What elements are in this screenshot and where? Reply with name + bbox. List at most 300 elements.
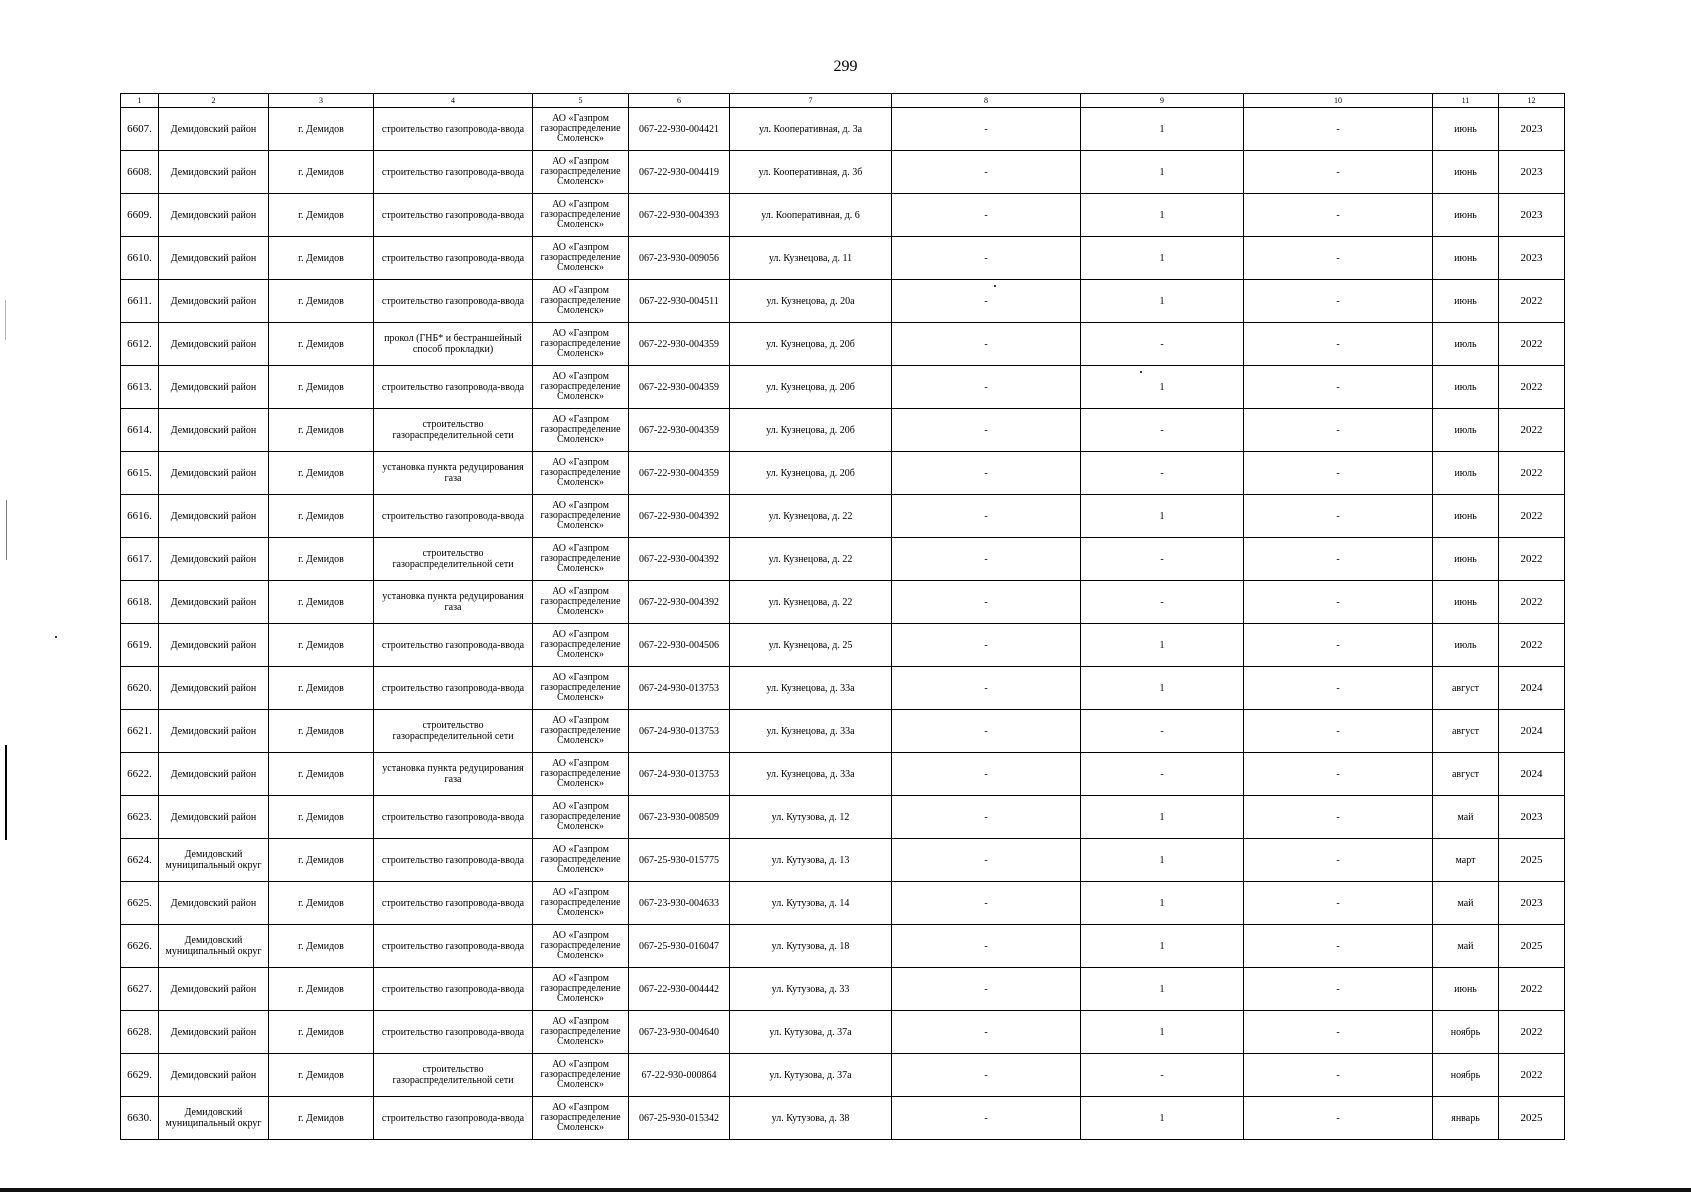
row-number: 6629. [121, 1054, 159, 1097]
address-cell: ул. Кузнецова, д. 33а [730, 710, 892, 753]
locality-cell: г. Демидов [269, 194, 374, 237]
col8-cell: - [892, 882, 1081, 925]
district-cell: Демидовский район [159, 624, 269, 667]
row-number: 6607. [121, 108, 159, 151]
row-number: 6620. [121, 667, 159, 710]
address-cell: ул. Кутузова, д. 14 [730, 882, 892, 925]
col9-cell: 1 [1081, 925, 1244, 968]
district-cell: Демидовский район [159, 1011, 269, 1054]
col9-cell: 1 [1081, 1097, 1244, 1140]
year-cell: 2024 [1499, 710, 1565, 753]
permit-code-cell: 067-22-930-004392 [629, 581, 730, 624]
year-cell: 2023 [1499, 108, 1565, 151]
owner-cell: АО «Газпром газораспределение Смоленск» [533, 581, 629, 624]
permit-code-cell: 067-25-930-015342 [629, 1097, 730, 1140]
locality-cell: г. Демидов [269, 753, 374, 796]
table-row [121, 882, 1565, 925]
permit-code-cell: 067-22-930-004359 [629, 323, 730, 366]
permit-code-cell: 067-23-930-009056 [629, 237, 730, 280]
locality-cell: г. Демидов [269, 409, 374, 452]
district-cell: Демидовский район [159, 710, 269, 753]
month-cell: июль [1433, 323, 1499, 366]
row-number: 6628. [121, 1011, 159, 1054]
district-cell: Демидовский район [159, 495, 269, 538]
year-cell: 2022 [1499, 366, 1565, 409]
address-cell: ул. Кутузова, д. 37а [730, 1011, 892, 1054]
work-type-cell: строительство газопровода-ввода [374, 1011, 533, 1054]
row-number: 6610. [121, 237, 159, 280]
month-cell: июль [1433, 452, 1499, 495]
locality-cell: г. Демидов [269, 710, 374, 753]
year-cell: 2022 [1499, 1054, 1565, 1097]
col8-cell: - [892, 1097, 1081, 1140]
table-row [121, 1097, 1565, 1140]
register-table-wrapper [120, 93, 1565, 1140]
row-number: 6615. [121, 452, 159, 495]
col8-cell: - [892, 581, 1081, 624]
table-row [121, 194, 1565, 237]
col10-cell: - [1244, 624, 1433, 667]
row-number: 6623. [121, 796, 159, 839]
col8-cell: - [892, 409, 1081, 452]
col8-cell: - [892, 237, 1081, 280]
col10-cell: - [1244, 753, 1433, 796]
header-col-8: 8 [892, 94, 1081, 108]
table-row [121, 968, 1565, 1011]
table-row [121, 710, 1565, 753]
district-cell: Демидовский муниципальный округ [159, 1097, 269, 1140]
address-cell: ул. Кузнецова, д. 25 [730, 624, 892, 667]
year-cell: 2023 [1499, 151, 1565, 194]
col10-cell: - [1244, 710, 1433, 753]
month-cell: август [1433, 710, 1499, 753]
table-header [121, 94, 1565, 108]
owner-cell: АО «Газпром газораспределение Смоленск» [533, 108, 629, 151]
work-type-cell: установка пункта редуцирования газа [374, 581, 533, 624]
month-cell: июнь [1433, 108, 1499, 151]
col10-cell: - [1244, 1054, 1433, 1097]
locality-cell: г. Демидов [269, 882, 374, 925]
row-number: 6613. [121, 366, 159, 409]
district-cell: Демидовский район [159, 882, 269, 925]
col10-cell: - [1244, 796, 1433, 839]
year-cell: 2025 [1499, 925, 1565, 968]
month-cell: август [1433, 753, 1499, 796]
col8-cell: - [892, 667, 1081, 710]
col10-cell: - [1244, 925, 1433, 968]
page-number: 299 [833, 58, 858, 75]
permit-code-cell: 067-22-930-004442 [629, 968, 730, 1011]
permit-code-cell: 067-22-930-004421 [629, 108, 730, 151]
locality-cell: г. Демидов [269, 151, 374, 194]
col9-cell: 1 [1081, 796, 1244, 839]
col10-cell: - [1244, 151, 1433, 194]
col9-cell: 1 [1081, 366, 1244, 409]
col10-cell: - [1244, 968, 1433, 1011]
col9-cell: 1 [1081, 882, 1244, 925]
col9-cell: - [1081, 323, 1244, 366]
work-type-cell: строительство газораспределительной сети [374, 710, 533, 753]
owner-cell: АО «Газпром газораспределение Смоленск» [533, 538, 629, 581]
owner-cell: АО «Газпром газораспределение Смоленск» [533, 925, 629, 968]
locality-cell: г. Демидов [269, 624, 374, 667]
district-cell: Демидовский район [159, 151, 269, 194]
col9-cell: - [1081, 581, 1244, 624]
district-cell: Демидовский район [159, 194, 269, 237]
year-cell: 2022 [1499, 1011, 1565, 1054]
col10-cell: - [1244, 237, 1433, 280]
owner-cell: АО «Газпром газораспределение Смоленск» [533, 452, 629, 495]
year-cell: 2022 [1499, 323, 1565, 366]
col9-cell: 1 [1081, 108, 1244, 151]
year-cell: 2025 [1499, 1097, 1565, 1140]
header-row [121, 94, 1565, 108]
district-cell: Демидовский район [159, 1054, 269, 1097]
col8-cell: - [892, 710, 1081, 753]
year-cell: 2022 [1499, 452, 1565, 495]
locality-cell: г. Демидов [269, 839, 374, 882]
address-cell: ул. Кутузова, д. 33 [730, 968, 892, 1011]
col9-cell: 1 [1081, 624, 1244, 667]
month-cell: июнь [1433, 581, 1499, 624]
work-type-cell: строительство газопровода-ввода [374, 796, 533, 839]
year-cell: 2023 [1499, 796, 1565, 839]
month-cell: июль [1433, 366, 1499, 409]
col10-cell: - [1244, 495, 1433, 538]
permit-code-cell: 067-23-930-008509 [629, 796, 730, 839]
header-col-3: 3 [269, 94, 374, 108]
permit-code-cell: 067-24-930-013753 [629, 667, 730, 710]
district-cell: Демидовский район [159, 280, 269, 323]
address-cell: ул. Кутузова, д. 13 [730, 839, 892, 882]
bottom-rule [0, 1188, 1691, 1192]
owner-cell: АО «Газпром газораспределение Смоленск» [533, 1054, 629, 1097]
work-type-cell: строительство газораспределительной сети [374, 409, 533, 452]
col9-cell: 1 [1081, 194, 1244, 237]
col10-cell: - [1244, 581, 1433, 624]
work-type-cell: строительство газопровода-ввода [374, 151, 533, 194]
year-cell: 2024 [1499, 753, 1565, 796]
header-col-6: 6 [629, 94, 730, 108]
year-cell: 2023 [1499, 194, 1565, 237]
col10-cell: - [1244, 194, 1433, 237]
header-col-10: 10 [1244, 94, 1433, 108]
month-cell: июнь [1433, 495, 1499, 538]
locality-cell: г. Демидов [269, 1054, 374, 1097]
district-cell: Демидовский район [159, 323, 269, 366]
work-type-cell: установка пункта редуцирования газа [374, 452, 533, 495]
locality-cell: г. Демидов [269, 925, 374, 968]
work-type-cell: строительство газопровода-ввода [374, 1097, 533, 1140]
locality-cell: г. Демидов [269, 237, 374, 280]
col10-cell: - [1244, 108, 1433, 151]
owner-cell: АО «Газпром газораспределение Смоленск» [533, 710, 629, 753]
year-cell: 2024 [1499, 667, 1565, 710]
year-cell: 2022 [1499, 581, 1565, 624]
work-type-cell: строительство газопровода-ввода [374, 882, 533, 925]
owner-cell: АО «Газпром газораспределение Смоленск» [533, 667, 629, 710]
month-cell: март [1433, 839, 1499, 882]
locality-cell: г. Демидов [269, 323, 374, 366]
month-cell: июнь [1433, 151, 1499, 194]
col8-cell: - [892, 839, 1081, 882]
row-number: 6622. [121, 753, 159, 796]
address-cell: ул. Кузнецова, д. 22 [730, 581, 892, 624]
district-cell: Демидовский район [159, 538, 269, 581]
row-number: 6626. [121, 925, 159, 968]
address-cell: ул. Кутузова, д. 37а [730, 1054, 892, 1097]
locality-cell: г. Демидов [269, 1011, 374, 1054]
district-cell: Демидовский район [159, 667, 269, 710]
year-cell: 2023 [1499, 882, 1565, 925]
district-cell: Демидовский район [159, 237, 269, 280]
col10-cell: - [1244, 409, 1433, 452]
row-number: 6619. [121, 624, 159, 667]
col10-cell: - [1244, 280, 1433, 323]
permit-code-cell: 067-22-930-004359 [629, 366, 730, 409]
header-col-1: 1 [121, 94, 159, 108]
work-type-cell: строительство газопровода-ввода [374, 108, 533, 151]
scan-dot [994, 285, 996, 287]
owner-cell: АО «Газпром газораспределение Смоленск» [533, 194, 629, 237]
address-cell: ул. Кузнецова, д. 20б [730, 452, 892, 495]
table-row [121, 839, 1565, 882]
permit-code-cell: 067-25-930-015775 [629, 839, 730, 882]
year-cell: 2025 [1499, 839, 1565, 882]
permit-code-cell: 067-23-930-004640 [629, 1011, 730, 1054]
owner-cell: АО «Газпром газораспределение Смоленск» [533, 1011, 629, 1054]
col10-cell: - [1244, 323, 1433, 366]
table-row [121, 366, 1565, 409]
month-cell: май [1433, 925, 1499, 968]
header-col-12: 12 [1499, 94, 1565, 108]
owner-cell: АО «Газпром газораспределение Смоленск» [533, 323, 629, 366]
row-number: 6616. [121, 495, 159, 538]
work-type-cell: строительство газораспределительной сети [374, 1054, 533, 1097]
col8-cell: - [892, 538, 1081, 581]
header-col-9: 9 [1081, 94, 1244, 108]
district-cell: Демидовский район [159, 409, 269, 452]
table-row [121, 1054, 1565, 1097]
owner-cell: АО «Газпром газораспределение Смоленск» [533, 839, 629, 882]
col8-cell: - [892, 366, 1081, 409]
work-type-cell: строительство газопровода-ввода [374, 667, 533, 710]
locality-cell: г. Демидов [269, 667, 374, 710]
year-cell: 2022 [1499, 495, 1565, 538]
col8-cell: - [892, 151, 1081, 194]
work-type-cell: строительство газопровода-ввода [374, 194, 533, 237]
work-type-cell: строительство газопровода-ввода [374, 839, 533, 882]
row-number: 6614. [121, 409, 159, 452]
col8-cell: - [892, 968, 1081, 1011]
table-row [121, 538, 1565, 581]
col9-cell: 1 [1081, 839, 1244, 882]
locality-cell: г. Демидов [269, 968, 374, 1011]
district-cell: Демидовский район [159, 753, 269, 796]
table-row [121, 925, 1565, 968]
permit-code-cell: 067-22-930-004359 [629, 409, 730, 452]
col10-cell: - [1244, 538, 1433, 581]
address-cell: ул. Кооперативная, д. 3а [730, 108, 892, 151]
table-row [121, 753, 1565, 796]
table-body [121, 108, 1565, 1140]
table-row [121, 624, 1565, 667]
work-type-cell: строительство газопровода-ввода [374, 495, 533, 538]
row-number: 6621. [121, 710, 159, 753]
col9-cell: 1 [1081, 280, 1244, 323]
month-cell: июнь [1433, 538, 1499, 581]
col9-cell: - [1081, 710, 1244, 753]
col8-cell: - [892, 753, 1081, 796]
col10-cell: - [1244, 1011, 1433, 1054]
address-cell: ул. Кузнецова, д. 20б [730, 323, 892, 366]
table-row [121, 1011, 1565, 1054]
locality-cell: г. Демидов [269, 452, 374, 495]
address-cell: ул. Кузнецова, д. 20а [730, 280, 892, 323]
owner-cell: АО «Газпром газораспределение Смоленск» [533, 237, 629, 280]
year-cell: 2022 [1499, 968, 1565, 1011]
row-number: 6617. [121, 538, 159, 581]
col10-cell: - [1244, 452, 1433, 495]
table-row [121, 151, 1565, 194]
col9-cell: - [1081, 753, 1244, 796]
row-number: 6609. [121, 194, 159, 237]
table-row [121, 237, 1565, 280]
locality-cell: г. Демидов [269, 108, 374, 151]
permit-code-cell: 067-22-930-004392 [629, 495, 730, 538]
row-number: 6612. [121, 323, 159, 366]
work-type-cell: строительство газопровода-ввода [374, 968, 533, 1011]
owner-cell: АО «Газпром газораспределение Смоленск» [533, 409, 629, 452]
address-cell: ул. Кутузова, д. 18 [730, 925, 892, 968]
district-cell: Демидовский муниципальный округ [159, 839, 269, 882]
address-cell: ул. Кузнецова, д. 20б [730, 366, 892, 409]
col8-cell: - [892, 108, 1081, 151]
row-number: 6630. [121, 1097, 159, 1140]
col9-cell: - [1081, 409, 1244, 452]
header-col-11: 11 [1433, 94, 1499, 108]
col8-cell: - [892, 1054, 1081, 1097]
address-cell: ул. Кутузова, д. 12 [730, 796, 892, 839]
permit-code-cell: 067-22-930-004393 [629, 194, 730, 237]
district-cell: Демидовский район [159, 968, 269, 1011]
scan-dot [1140, 371, 1142, 373]
row-number: 6625. [121, 882, 159, 925]
table-row [121, 108, 1565, 151]
district-cell: Демидовский район [159, 581, 269, 624]
col8-cell: - [892, 1011, 1081, 1054]
header-col-2: 2 [159, 94, 269, 108]
owner-cell: АО «Газпром газораспределение Смоленск» [533, 624, 629, 667]
owner-cell: АО «Газпром газораспределение Смоленск» [533, 495, 629, 538]
col8-cell: - [892, 796, 1081, 839]
owner-cell: АО «Газпром газораспределение Смоленск» [533, 882, 629, 925]
year-cell: 2023 [1499, 237, 1565, 280]
row-number: 6624. [121, 839, 159, 882]
permit-code-cell: 067-22-930-004419 [629, 151, 730, 194]
month-cell: июнь [1433, 194, 1499, 237]
header-col-5: 5 [533, 94, 629, 108]
permit-code-cell: 067-24-930-013753 [629, 753, 730, 796]
work-type-cell: строительство газопровода-ввода [374, 280, 533, 323]
table-row [121, 581, 1565, 624]
district-cell: Демидовский район [159, 108, 269, 151]
register-table [120, 93, 1565, 1140]
table-row [121, 452, 1565, 495]
address-cell: ул. Кузнецова, д. 22 [730, 495, 892, 538]
col10-cell: - [1244, 366, 1433, 409]
col10-cell: - [1244, 839, 1433, 882]
address-cell: ул. Кузнецова, д. 22 [730, 538, 892, 581]
col8-cell: - [892, 495, 1081, 538]
month-cell: май [1433, 882, 1499, 925]
work-type-cell: прокол (ГНБ* и бестраншейный способ прокладки) [374, 323, 533, 366]
work-type-cell: строительство газораспределительной сети [374, 538, 533, 581]
locality-cell: г. Демидов [269, 796, 374, 839]
month-cell: январь [1433, 1097, 1499, 1140]
col10-cell: - [1244, 882, 1433, 925]
table-row [121, 667, 1565, 710]
col9-cell: - [1081, 1054, 1244, 1097]
col8-cell: - [892, 323, 1081, 366]
col8-cell: - [892, 280, 1081, 323]
permit-code-cell: 067-22-930-004511 [629, 280, 730, 323]
col8-cell: - [892, 194, 1081, 237]
locality-cell: г. Демидов [269, 1097, 374, 1140]
month-cell: ноябрь [1433, 1054, 1499, 1097]
col8-cell: - [892, 925, 1081, 968]
locality-cell: г. Демидов [269, 581, 374, 624]
month-cell: июнь [1433, 968, 1499, 1011]
year-cell: 2022 [1499, 280, 1565, 323]
col9-cell: 1 [1081, 495, 1244, 538]
address-cell: ул. Кооперативная, д. 3б [730, 151, 892, 194]
owner-cell: АО «Газпром газораспределение Смоленск» [533, 753, 629, 796]
locality-cell: г. Демидов [269, 280, 374, 323]
address-cell: ул. Кузнецова, д. 11 [730, 237, 892, 280]
permit-code-cell: 067-24-930-013753 [629, 710, 730, 753]
col9-cell: - [1081, 452, 1244, 495]
month-cell: июль [1433, 624, 1499, 667]
district-cell: Демидовский район [159, 452, 269, 495]
col8-cell: - [892, 624, 1081, 667]
month-cell: ноябрь [1433, 1011, 1499, 1054]
address-cell: ул. Кузнецова, д. 33а [730, 753, 892, 796]
row-number: 6608. [121, 151, 159, 194]
permit-code-cell: 067-22-930-004392 [629, 538, 730, 581]
row-number: 6611. [121, 280, 159, 323]
year-cell: 2022 [1499, 538, 1565, 581]
margin-mark [6, 500, 7, 560]
margin-mark [5, 300, 6, 340]
year-cell: 2022 [1499, 624, 1565, 667]
col9-cell: 1 [1081, 151, 1244, 194]
month-cell: июнь [1433, 237, 1499, 280]
locality-cell: г. Демидов [269, 366, 374, 409]
locality-cell: г. Демидов [269, 495, 374, 538]
permit-code-cell: 067-22-930-004506 [629, 624, 730, 667]
col9-cell: 1 [1081, 968, 1244, 1011]
permit-code-cell: 067-23-930-004633 [629, 882, 730, 925]
owner-cell: АО «Газпром газораспределение Смоленск» [533, 366, 629, 409]
month-cell: май [1433, 796, 1499, 839]
month-cell: июнь [1433, 280, 1499, 323]
scan-dot [55, 636, 57, 638]
address-cell: ул. Кооперативная, д. 6 [730, 194, 892, 237]
month-cell: июль [1433, 409, 1499, 452]
district-cell: Демидовский муниципальный округ [159, 925, 269, 968]
col10-cell: - [1244, 667, 1433, 710]
